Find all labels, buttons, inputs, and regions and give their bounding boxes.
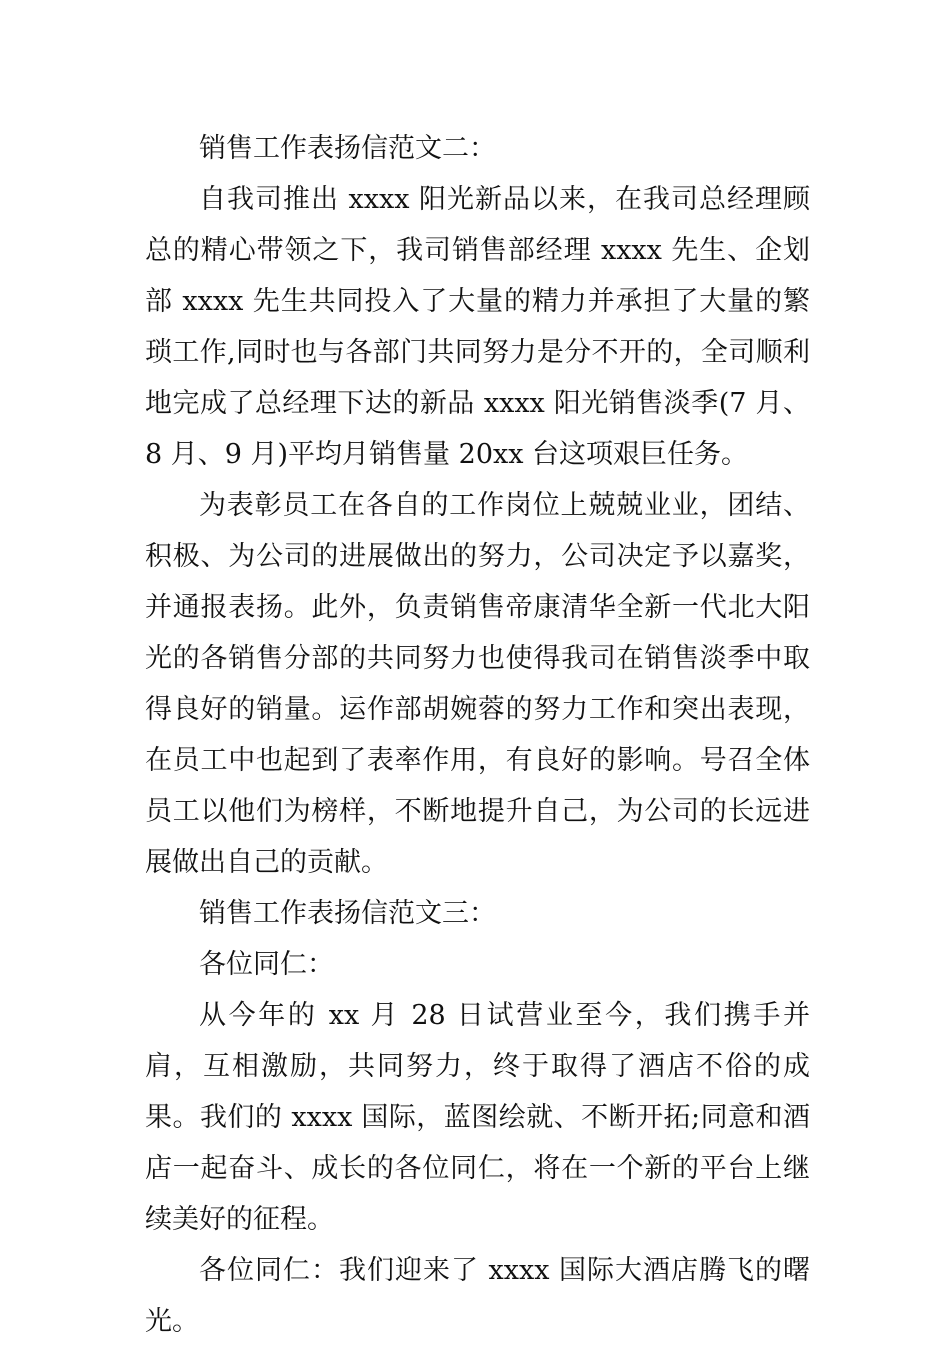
section-heading-two: 销售工作表扬信范文二： xyxy=(199,133,496,164)
document-body xyxy=(145,123,810,1347)
section-heading-three: 销售工作表扬信范文三： xyxy=(199,898,496,929)
salutation: 各位同仁： xyxy=(199,949,334,980)
paragraph: 从今年的 xx 月 28 日试营业至今，我们携手并肩，互相激励，共同努力，终于取得了酒店不俗的成果。我们的 xxxx 国际，蓝图绘就、不断开拓;同意和酒店一起奋斗、成长的各位同仁，将在一个新的平台上继续美好的征程。 xyxy=(145,1000,810,1235)
paragraph: 为表彰员工在各自的工作岗位上兢兢业业，团结、积极、为公司的进展做出的努力，公司决定予以嘉奖，并通报表扬。此外，负责销售帝康清华全新一代北大阳光的各销售分部的共同努力也使得我司在销售淡季中取得良好的销量。运作部胡婉蓉的努力工作和突出表现，在员工中也起到了表率作用，有良好的影响。号召全体员工以他们为榜样，不断地提升自己，为公司的长远进展做出自己的贡献。 xyxy=(145,490,810,878)
paragraph: 自我司推出 xxxx 阳光新品以来，在我司总经理顾总的精心带领之下，我司销售部经理 xxxx 先生、企划部 xxxx 先生共同投入了大量的精力并承担了大量的繁琐工作,同时也与各部门共同努力是分不开的，全司顺利地完成了总经理下达的新品 xxxx 阳光销售淡季(7 月、8 月、9 月)平均月销售量 20xx 台这项艰巨任务。 xyxy=(145,184,810,470)
paragraph: 各位同仁：我们迎来了 xxxx 国际大酒店腾飞的曙光。 xyxy=(145,1255,810,1337)
